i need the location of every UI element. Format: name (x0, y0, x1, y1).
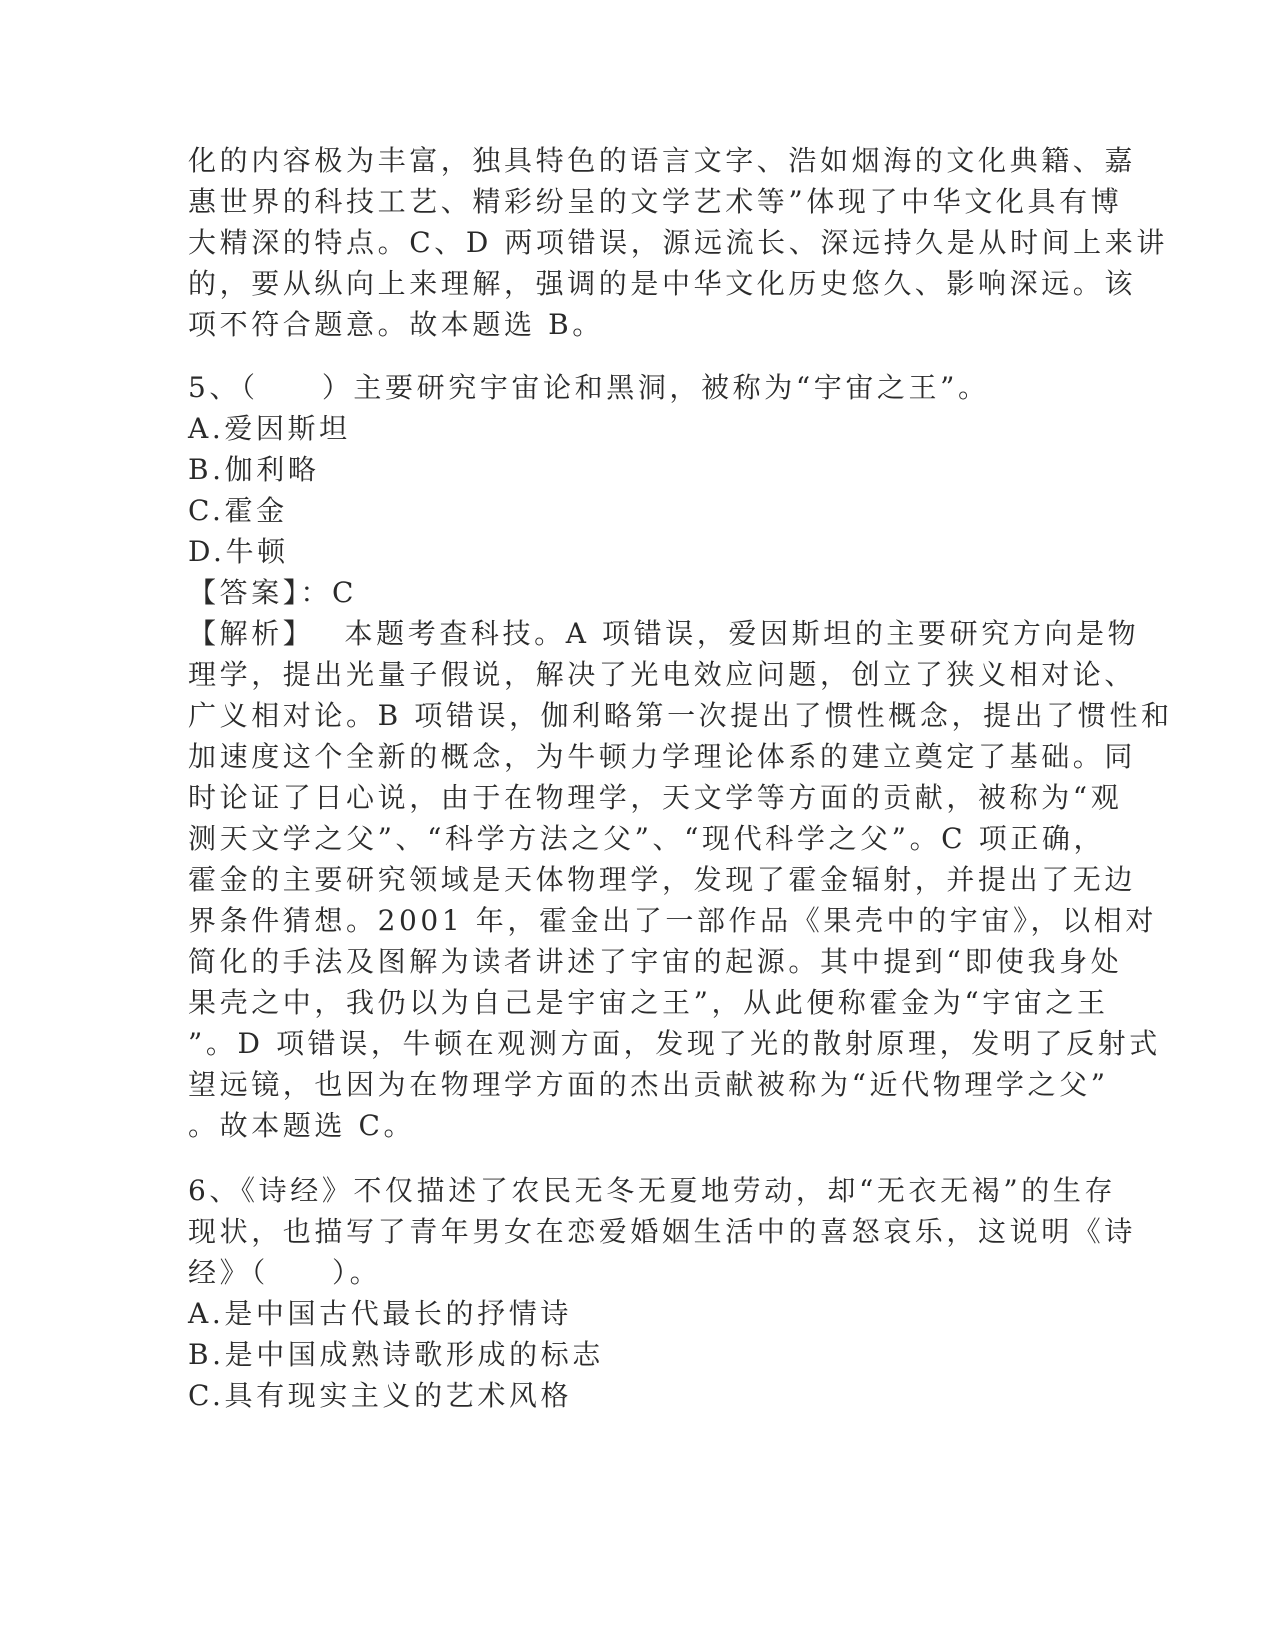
question-5-explanation: 。故本题选 C。 (188, 1109, 416, 1142)
explanation-line: 的，要从纵向上来理解，强调的是中华文化历史悠久、影响深远。该 (188, 267, 1137, 300)
question-5-option-a: A.爱因斯坦 (188, 412, 351, 445)
question-5-explanation: 理学，提出光量子假说，解决了光电效应问题，创立了狭义相对论、 (188, 658, 1137, 691)
question-6-option-a: A.是中国古代最长的抒情诗 (188, 1297, 572, 1330)
question-5-explanation: 时论证了日心说，由于在物理学，天文学等方面的贡献，被称为“观 (188, 781, 1123, 814)
question-5-explanation: 【解析】 本题考查科技。A 项错误，爱因斯坦的主要研究方向是物 (188, 617, 1140, 650)
question-5-option-d: D.牛顿 (188, 535, 289, 568)
question-5-explanation: 加速度这个全新的概念，为牛顿力学理论体系的建立奠定了基础。同 (188, 740, 1137, 773)
explanation-line: 化的内容极为丰富，独具特色的语言文字、浩如烟海的文化典籍、嘉 (188, 144, 1137, 177)
question-5-stem: 5、（ ）主要研究宇宙论和黑洞，被称为“宇宙之王”。 (188, 371, 990, 404)
question-6-stem: 6、《诗经》不仅描述了农民无冬无夏地劳动，却“无衣无褐”的生存 (188, 1174, 1117, 1207)
explanation-line: 惠世界的科技工艺、精彩纷呈的文学艺术等”体现了中华文化具有博 (188, 185, 1123, 218)
question-5-option-b: B.伽利略 (188, 453, 320, 486)
question-5-explanation: 广义相对论。B 项错误，伽利略第一次提出了惯性概念，提出了惯性和 (188, 699, 1173, 732)
question-5-explanation: 简化的手法及图解为读者讲述了宇宙的起源。其中提到“即使我身处 (188, 945, 1123, 978)
explanation-line: 大精深的特点。C、D 两项错误，源远流长、深远持久是从时间上来讲 (188, 226, 1168, 259)
question-6-option-b: B.是中国成熟诗歌形成的标志 (188, 1338, 604, 1371)
question-5-explanation: ”。D 项错误，牛顿在观测方面，发现了光的散射原理，发明了反射式 (188, 1027, 1161, 1060)
explanation-line: 项不符合题意。故本题选 B。 (188, 308, 604, 341)
question-6-stem: 经》（ ）。 (188, 1256, 382, 1289)
question-5-explanation: 霍金的主要研究领域是天体物理学，发现了霍金辐射，并提出了无边 (188, 863, 1137, 896)
question-5-explanation: 果壳之中，我仍以为自己是宇宙之王”，从此便称霍金为“宇宙之王 (188, 986, 1109, 1019)
question-5-explanation: 界条件猜想。2001 年，霍金出了一部作品《果壳中的宇宙》，以相对 (188, 904, 1157, 937)
question-5-answer: 【答案】：C (188, 576, 358, 609)
question-6-stem: 现状，也描写了青年男女在恋爱婚姻生活中的喜怒哀乐，这说明《诗 (188, 1215, 1137, 1248)
question-5-explanation: 测天文学之父”、“科学方法之父”、“现代科学之父”。C 项正确， (188, 822, 1106, 855)
question-5-explanation: 望远镜，也因为在物理学方面的杰出贡献被称为“近代物理学之父” (188, 1068, 1109, 1101)
question-6-option-c: C.具有现实主义的艺术风格 (188, 1379, 573, 1412)
question-5-option-c: C.霍金 (188, 494, 288, 527)
